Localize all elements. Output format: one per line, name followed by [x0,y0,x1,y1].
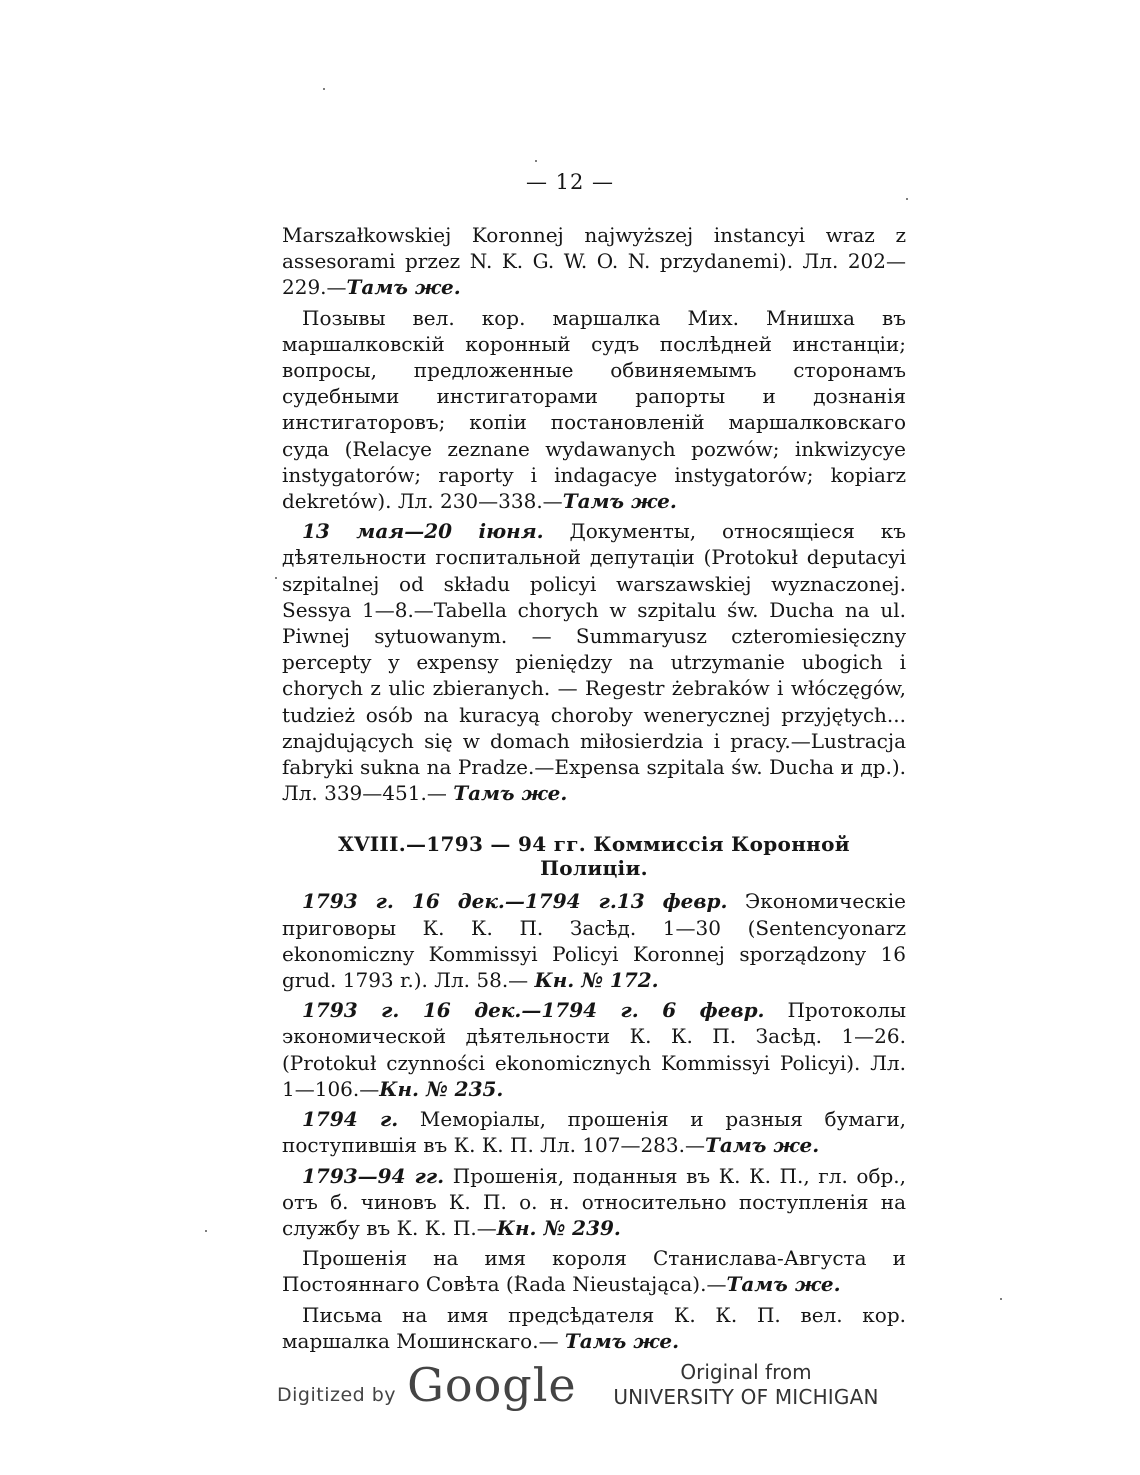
section-heading: XVIII.—1793 — 94 гг. Коммиссія Коронной Полиціи. [338,832,850,881]
speck [535,160,537,162]
original-from-label: Original from [680,1360,812,1384]
document-body [282,222,906,1358]
speck [205,1230,207,1232]
speck [1000,1298,1002,1300]
entry: Письма на имя предсѣдателя К. К. П. вел. кор. маршалка Мошинскаго.— Тамъ же. [282,1302,906,1353]
page-number: — 12 — [525,170,615,194]
entry: Прошенія на имя короля Станислава-Августа и Постояннаго Совѣта (Rada Nieustająca).—Тамъ же. [282,1246,906,1297]
google-logo: Google [407,1358,577,1412]
entry: 1793 г. 16 дек.—1794 г. 6 февр. Протоколы экономической дѣятельности К. К. П. Засѣд. 1—26. (Protokuł czynności ekonomicznych Kommissyi Policyi). Лл. 1—106.—Кн. № 235. [282,998,906,1101]
entry: 1793 г. 16 дек.—1794 г.13 февр. Экономическіе приговоры К. К. П. Засѣд. 1—30 (Sentencyonarz ekonomiczny Kommissyi Policyi Koronnej sporządzony 16 grud. 1793 r.). Лл. 58.— Кн. № 172. [282,889,906,993]
entry: 1794 г. Меморіалы, прошенія и разныя бумаги, поступившія въ К. К. П. Лл. 107—283.—Тамъ же. [282,1107,907,1158]
original-from [600,1360,892,1410]
digitized-label: Digitized by [277,1384,397,1406]
university-name: UNIVERSITY OF MICHIGAN [613,1385,879,1409]
paragraph: Позывы вел. кор. маршалка Мих. Мнишха въ маршалковскій коронный судъ послѣдней инстанціи; вопросы, предложенные обвиняемымъ сторонамъ судебными инстигаторами рапорты и дознанія инстигаторовъ; копіи постановленій маршалковскаго суда (Relacye zeznane wydawanych pozwów; inkwizycye instygatorów; raporty i indagacye instygatorów; kopiarz dekretów). Лл. 230—338.—Тамъ же. [282,305,906,514]
speck [275,577,277,579]
paragraph: Marszałkowskiej Koronnej najwyższej instancyi wraz z assesorami przez N. K. G. W. O. N. przydanemi). Лл. 202—229.—Тамъ же. [282,223,906,300]
speck [906,198,908,200]
paragraph: 13 мая—20 іюня. Документы, относящіеся къ дѣятельности госпитальной депутаціи (Protokuł deputacyi szpitalnej od składu policyi warszawskiej wyznaczonej. Sessya 1—8.—Tabella chorych w szpitalu św. Ducha na ul. Piwnej sytuowanym. — Summaryusz czteromiesięczny percepty y expensy pieniędzy na utrzymanie ubogich i chorych z ulic zbieranych. — Regestr żebraków i włóczęgów, tudzież osób na kuracyą choroby wenerycznej przyjętych... znajdujących się w domach miłosierdzia i pracy.—Lustracja fabryki sukna na Pradze.—Expensa szpitala św. Ducha и др.). Лл. 339—451.— Тамъ же. [282,519,906,806]
speck [323,88,325,90]
digitized-by-google [277,1358,577,1412]
entry: 1793—94 гг. Прошенія, поданныя въ К. К. П., гл. обр., отъ б. чиновъ К. П. о. н. относительно поступленія на службу въ К. К. П.—Кн. № 239. [282,1163,907,1240]
